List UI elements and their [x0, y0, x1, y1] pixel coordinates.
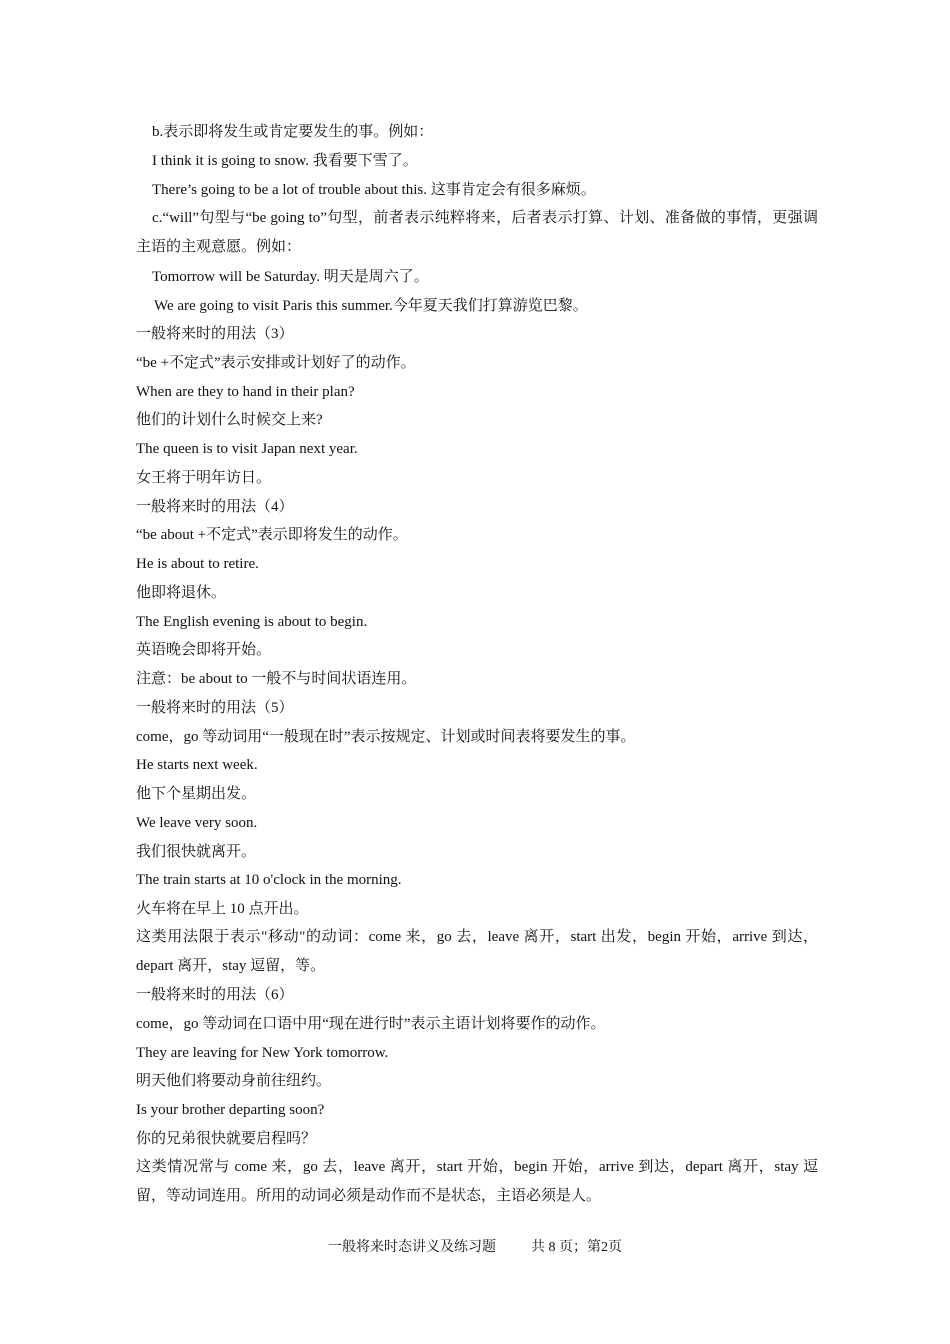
text-line: 我们很快就离开。 — [136, 844, 257, 860]
page-footer — [0, 1236, 950, 1256]
text-line: The English evening is about to begin. — [136, 614, 368, 630]
text-line: 他即将退休。 — [136, 585, 227, 601]
section-heading: 一般将来时的用法（5） — [136, 700, 294, 716]
text-line: 女王将于明年访日。 — [136, 470, 272, 486]
text-line: They are leaving for New York tomorrow. — [136, 1045, 389, 1061]
footer-title: 一般将来时态讲义及练习题 — [328, 1240, 496, 1255]
text-line: 他们的计划什么时候交上来? — [136, 412, 323, 428]
text-paragraph: 这类用法限于表示"移动"的动词：come 来，go 去，leave 离开，start 出发，begin 开始，arrive 到达，depart 离开，stay 逗留，等。 — [136, 929, 818, 974]
section-heading: 一般将来时的用法（6） — [136, 987, 294, 1003]
text-line: He starts next week. — [136, 757, 258, 773]
text-line: I think it is going to snow. 我看要下雪了。 — [152, 153, 418, 169]
text-line: 火车将在早上 10 点开出。 — [136, 901, 309, 917]
text-line: 你的兄弟很快就要启程吗？ — [136, 1131, 317, 1147]
text-line: When are they to hand in their plan? — [136, 384, 355, 400]
text-line: We are going to visit Paris this summer.今年夏天我们打算游览巴黎。 — [154, 298, 588, 314]
section-heading: 一般将来时的用法（3） — [136, 326, 294, 342]
footer-page-number: 共 8 页；第2页 — [531, 1240, 622, 1255]
text-line: b.表示即将发生或肯定要发生的事。例如： — [152, 124, 434, 140]
text-line: We leave very soon. — [136, 815, 258, 831]
text-line: Tomorrow will be Saturday. 明天是周六了。 — [152, 269, 429, 285]
text-line: Is your brother departing soon? — [136, 1102, 325, 1118]
text-line: 他下个星期出发。 — [136, 786, 257, 802]
text-line: There’s going to be a lot of trouble about this. 这事肯定会有很多麻烦。 — [152, 182, 596, 198]
text-line: come，go 等动词用“一般现在时”表示按规定、计划或时间表将要发生的事。 — [136, 729, 636, 745]
note-line: 注意：be about to 一般不与时间状语连用。 — [136, 671, 417, 687]
text-line: The queen is to visit Japan next year. — [136, 441, 358, 457]
text-line: The train starts at 10 o'clock in the morning. — [136, 872, 402, 888]
text-line: He is about to retire. — [136, 556, 259, 572]
text-paragraph: c.“will”句型与“be going to”句型，前者表示纯粹将来，后者表示打算、计划、准备做的事情，更强调主语的主观意愿。例如： — [136, 210, 818, 255]
section-heading: 一般将来时的用法（4） — [136, 499, 294, 515]
text-line: “be +不定式”表示安排或计划好了的动作。 — [136, 355, 416, 371]
text-line: 英语晚会即将开始。 — [136, 642, 272, 658]
text-paragraph: 这类情况常与 come 来，go 去，leave 离开，start 开始，begin 开始，arrive 到达，depart 离开，stay 逗留，等动词连用。所用的动词必须是动作而不是状态，主语必须是人。 — [136, 1159, 818, 1204]
text-line: “be about +不定式”表示即将发生的动作。 — [136, 527, 408, 543]
text-line: 明天他们将要动身前往纽约。 — [136, 1073, 332, 1089]
text-line: come，go 等动词在口语中用“现在进行时”表示主语计划将要作的动作。 — [136, 1016, 606, 1032]
